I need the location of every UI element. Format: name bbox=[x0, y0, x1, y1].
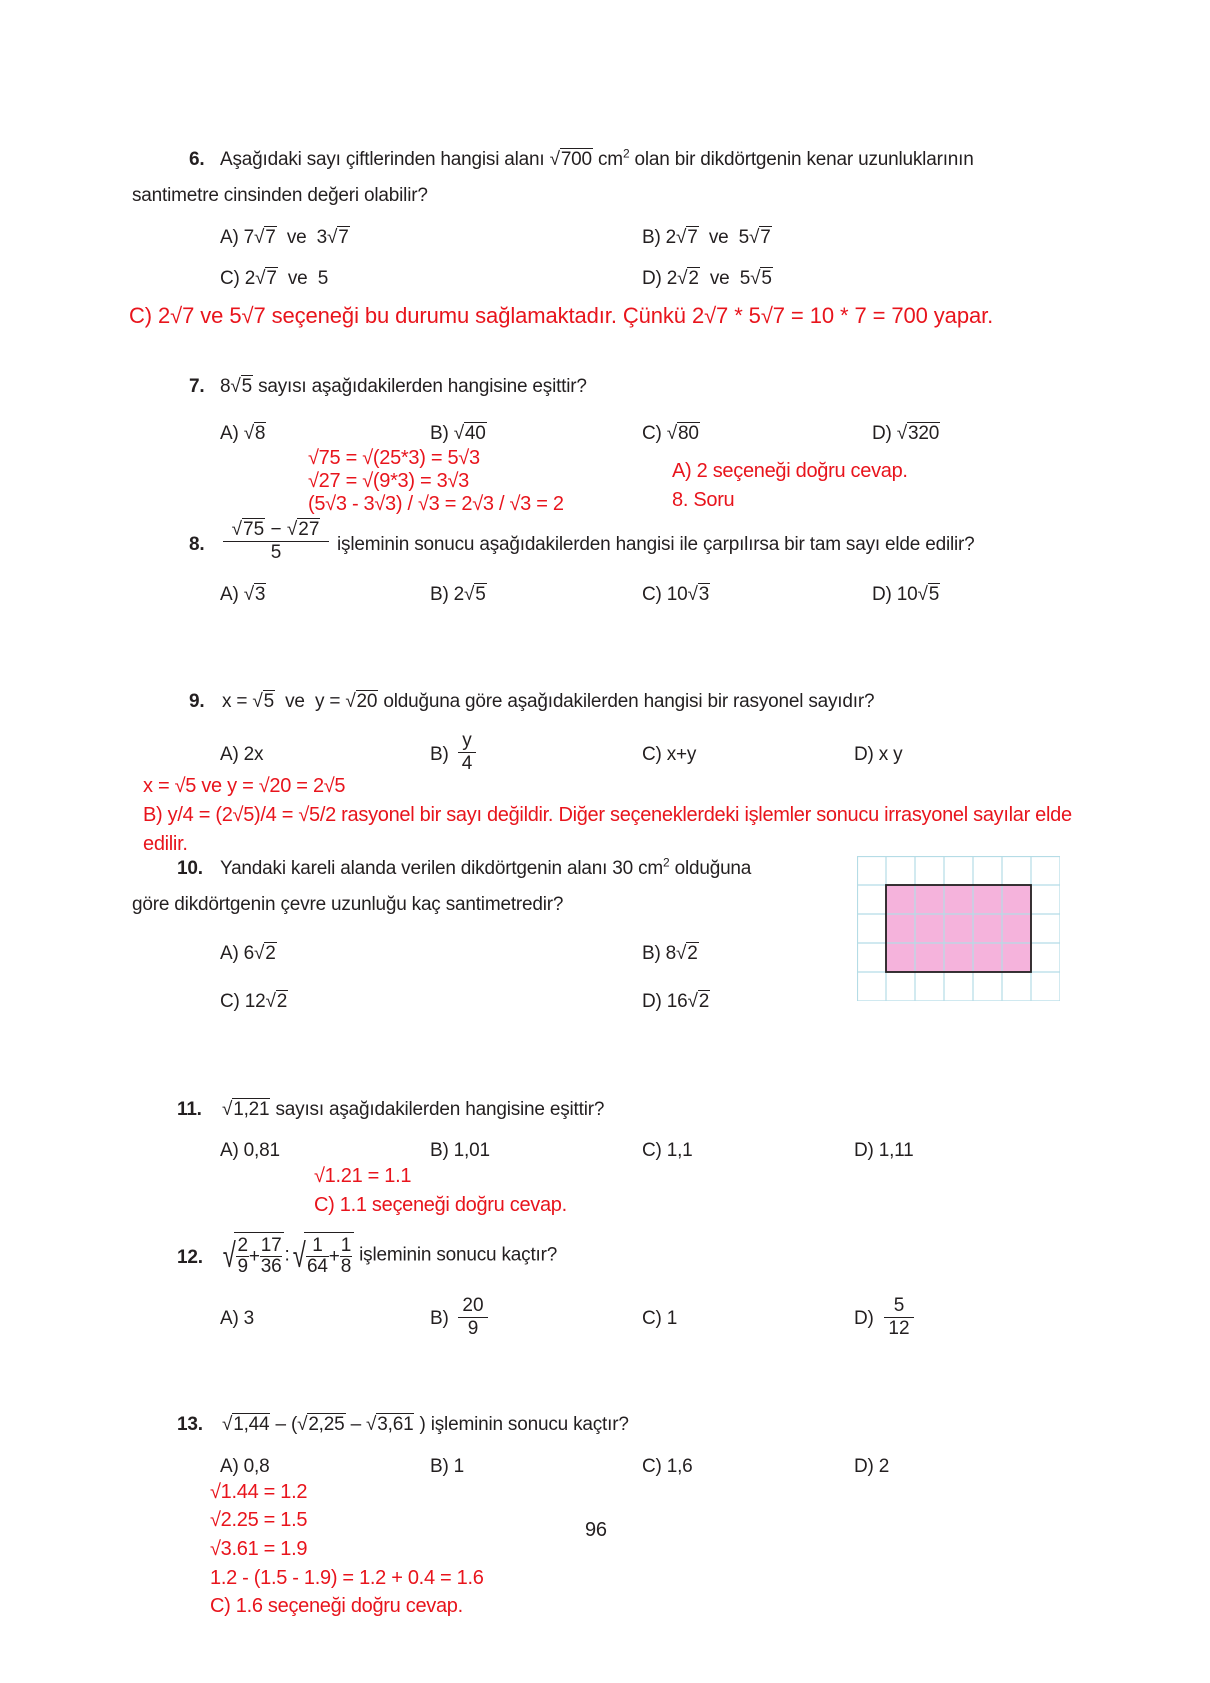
radical-icon: √ bbox=[687, 991, 698, 1012]
q8-text: işleminin sonucu aşağıdakilerden hangisi ile çarpılırsa bir tam sayı elde edilir? bbox=[337, 534, 975, 555]
q7-option-d: D) √320 bbox=[872, 423, 940, 444]
radicand: 40 bbox=[464, 423, 486, 444]
q7-option-a: A) √8 bbox=[220, 423, 266, 444]
q8-option-a: A) √3 bbox=[220, 584, 266, 605]
q12-divide: : bbox=[284, 1244, 290, 1266]
q7-text: 8√5 sayısı aşağıdakilerden hangisine eşittir? bbox=[220, 376, 587, 397]
q13-annotation-4: 1.2 - (1.5 - 1.9) = 1.2 + 0.4 = 1.6 bbox=[210, 1567, 484, 1589]
radicand: 5 bbox=[475, 584, 486, 605]
radical-icon: √ bbox=[297, 1414, 308, 1435]
q12-option-d-fraction bbox=[884, 1295, 914, 1340]
radical-icon: √ bbox=[222, 1099, 233, 1120]
q11-annotation-1: √1.21 = 1.1 bbox=[314, 1165, 412, 1187]
radical-icon: √ bbox=[917, 584, 928, 605]
q12-radicand-2 bbox=[304, 1232, 354, 1279]
radicand: 1,44 bbox=[233, 1414, 270, 1435]
q6-annotation: C) 2√7 ve 5√7 seçeneği bu durumu sağlamaktadır. Çünkü 2√7 * 5√7 = 10 * 7 = 700 yapar. bbox=[129, 303, 994, 328]
q12-text: işleminin sonucu kaçtır? bbox=[359, 1244, 558, 1266]
q12-plus-1: + bbox=[248, 1246, 260, 1267]
radical-icon: √ bbox=[243, 584, 254, 605]
q12-option-d-den: 12 bbox=[888, 1318, 910, 1339]
q13-option-c: C) 1,6 bbox=[642, 1456, 693, 1477]
q6-text-line1 bbox=[220, 146, 974, 171]
radicand: 2,25 bbox=[308, 1414, 345, 1435]
radical-icon: √ bbox=[750, 268, 761, 289]
radicand: 75 bbox=[243, 519, 265, 540]
q6-text-a: Aşağıdaki sayı çiftlerinden hangisi alanı bbox=[220, 149, 550, 170]
q10-text-line2: göre dikdörtgenin çevre uzunluğu kaç santimetredir? bbox=[132, 894, 564, 915]
radicand: 2 bbox=[688, 268, 699, 289]
q9-option-a: A) 2x bbox=[220, 744, 264, 765]
q6-option-b: B) 2√7 ve 5√7 bbox=[642, 227, 771, 248]
radicand: 27 bbox=[298, 519, 320, 540]
q8-annotation-3: (5√3 - 3√3) / √3 = 2√3 / √3 = 2 bbox=[308, 493, 564, 515]
radicand: 3 bbox=[698, 584, 710, 605]
q12-option-b-label: B) bbox=[430, 1308, 449, 1329]
radicand: 8 bbox=[254, 423, 266, 444]
q6-text-line2: santimetre cinsinden değeri olabilir? bbox=[132, 185, 428, 206]
q8-denominator: 5 bbox=[270, 542, 282, 563]
q12-f3-num: 1 bbox=[306, 1236, 329, 1257]
radical-icon: √ bbox=[453, 423, 464, 444]
radical-icon: √ bbox=[549, 149, 560, 170]
q8-option-b: B) 2√5 bbox=[430, 584, 486, 605]
radicand: 5 bbox=[241, 376, 252, 397]
q6-text-b: olan bir dikdörtgenin kenar uzunluklarının bbox=[629, 149, 974, 170]
q9-number: 9. bbox=[189, 691, 205, 712]
q9-option-d: D) x y bbox=[854, 744, 903, 765]
radicand: 7 bbox=[338, 227, 349, 248]
q6-sup: 2 bbox=[622, 146, 630, 161]
q11-annotation-2: C) 1.1 seçeneği doğru cevap. bbox=[314, 1194, 567, 1216]
radicand: 80 bbox=[677, 423, 699, 444]
q13-option-a: A) 0,8 bbox=[220, 1456, 270, 1477]
radical-icon: √ bbox=[231, 519, 243, 540]
radical-icon: √ bbox=[666, 423, 677, 444]
q13-annotation-5: C) 1.6 seçeneği doğru cevap. bbox=[210, 1595, 463, 1617]
q12-f2-num: 17 bbox=[260, 1235, 282, 1257]
radicand: 7 bbox=[687, 227, 698, 248]
q7-annotation-answer: A) 2 seçeneği doğru cevap. bbox=[672, 460, 908, 482]
radicand: 2 bbox=[698, 991, 710, 1012]
q10-option-d: D) 16√2 bbox=[642, 991, 710, 1012]
radicand: 5 bbox=[928, 584, 940, 605]
radical-icon: √ bbox=[749, 227, 760, 248]
q8-numerator: √75 − √27 bbox=[223, 519, 329, 542]
q13-number: 13. bbox=[177, 1414, 203, 1435]
q7-option-b: B) √40 bbox=[430, 423, 486, 444]
q6-radical bbox=[550, 148, 593, 170]
radical-icon: √ bbox=[254, 227, 265, 248]
radicand: 320 bbox=[907, 423, 940, 444]
q12-option-b-den: 9 bbox=[467, 1318, 479, 1339]
radical-icon: √ bbox=[345, 691, 356, 712]
q8-option-c: C) 10√3 bbox=[642, 584, 710, 605]
q12-f4-num: 1 bbox=[340, 1235, 352, 1257]
radicand: 5 bbox=[263, 691, 274, 712]
q10-option-b: B) 8√2 bbox=[642, 943, 698, 964]
radical-icon: √ bbox=[255, 268, 266, 289]
q10-text-a: Yandaki kareli alanda verilen dikdörtgenin alanı 30 cm bbox=[220, 858, 664, 879]
q12-number: 12. bbox=[177, 1247, 203, 1268]
radical-icon: √ bbox=[286, 519, 298, 540]
q12-radicand-1 bbox=[234, 1232, 284, 1279]
q9-annotation-3: edilir. bbox=[143, 833, 188, 855]
q12-f1-num: 2 bbox=[237, 1235, 248, 1257]
q8-annotation-1: √75 = √(25*3) = 5√3 bbox=[308, 447, 480, 469]
radicand: 2 bbox=[276, 991, 288, 1012]
q13-annotation-1: √1.44 = 1.2 bbox=[210, 1481, 308, 1503]
q6-option-d: D) 2√2 ve 5√5 bbox=[642, 268, 772, 289]
q8-fraction bbox=[223, 519, 329, 564]
radical-icon: √ bbox=[464, 584, 475, 605]
radical-icon: √ bbox=[252, 691, 263, 712]
q9-annotation-1: x = √5 ve y = √20 = 2√5 bbox=[143, 775, 346, 797]
radicand: 1,21 bbox=[233, 1099, 270, 1120]
q6-number: 6. bbox=[189, 149, 205, 170]
q13-text: √1,44 – (√2,25 – √3,61 ) işleminin sonucu kaçtır? bbox=[222, 1414, 629, 1435]
q6-unit: cm bbox=[592, 149, 623, 170]
radicand: 5 bbox=[761, 268, 772, 289]
radical-icon: √ bbox=[677, 268, 688, 289]
q9-option-b-num: y bbox=[458, 730, 476, 753]
q11-text: √1,21 sayısı aşağıdakilerden hangisine eşittir? bbox=[222, 1099, 605, 1120]
q11-option-d: D) 1,11 bbox=[854, 1140, 914, 1161]
radical-icon: √ bbox=[265, 991, 276, 1012]
q10-text-line1 bbox=[220, 855, 752, 880]
q13-option-b: B) 1 bbox=[430, 1456, 465, 1477]
q11-option-a: A) 0,81 bbox=[220, 1140, 280, 1161]
q12-expression bbox=[220, 1232, 557, 1279]
q12-radical-2-icon: √ bbox=[292, 1236, 306, 1275]
radical-icon: √ bbox=[676, 227, 687, 248]
q12-f4-den: 8 bbox=[340, 1256, 352, 1278]
q12-option-b-fraction bbox=[458, 1295, 488, 1340]
page-number: 96 bbox=[585, 1519, 607, 1541]
q10-option-c: C) 12√2 bbox=[220, 991, 288, 1012]
radical-icon: √ bbox=[327, 227, 338, 248]
q12-option-d-num: 5 bbox=[884, 1295, 914, 1318]
q8-annotation-2: √27 = √(9*3) = 3√3 bbox=[308, 470, 469, 492]
q6-option-a: A) 7√7 ve 3√7 bbox=[220, 227, 349, 248]
q7-annotation-next: 8. Soru bbox=[672, 489, 735, 511]
q11-option-c: C) 1,1 bbox=[642, 1140, 693, 1161]
radical-icon: √ bbox=[896, 423, 907, 444]
q12-option-d-label: D) bbox=[854, 1308, 874, 1329]
radical-icon: √ bbox=[366, 1414, 377, 1435]
radical-icon: √ bbox=[687, 584, 698, 605]
q9-option-b-den: 4 bbox=[461, 753, 473, 774]
q12-option-a: A) 3 bbox=[220, 1308, 255, 1329]
radical-icon: √ bbox=[222, 1414, 233, 1435]
q9-option-c: C) x+y bbox=[642, 744, 697, 765]
radical-icon: √ bbox=[676, 943, 687, 964]
radicand: 7 bbox=[760, 227, 771, 248]
q12-f2-den: 36 bbox=[260, 1256, 282, 1278]
q9-annotation-2: B) y/4 = (2√5)/4 = √5/2 rasyonel bir sayı değildir. Diğer seçeneklerdeki işlemler sonucu irrasyonel sayılar elde bbox=[143, 804, 1072, 826]
radicand: 700 bbox=[560, 149, 592, 170]
radical-icon: √ bbox=[243, 423, 254, 444]
q13-annotation-3: √3.61 = 1.9 bbox=[210, 1538, 308, 1560]
q9-option-b-label: B) bbox=[430, 744, 449, 765]
q12-f1-den: 9 bbox=[237, 1256, 248, 1278]
q12-option-c: C) 1 bbox=[642, 1308, 678, 1329]
q13-annotation-2: √2.25 = 1.5 bbox=[210, 1509, 308, 1531]
q10-text-b: olduğuna bbox=[669, 858, 752, 879]
radicand: 7 bbox=[266, 268, 277, 289]
radicand: 20 bbox=[356, 691, 378, 712]
q12-plus-2: + bbox=[328, 1246, 340, 1267]
radicand: 3 bbox=[254, 584, 266, 605]
radical-icon: √ bbox=[230, 376, 241, 397]
q12-f3-den: 64 bbox=[307, 1256, 328, 1278]
q13-option-d: D) 2 bbox=[854, 1456, 890, 1477]
q10-option-a: A) 6√2 bbox=[220, 943, 276, 964]
q10-grid-figure bbox=[857, 856, 1060, 1001]
pink-rectangle-fill bbox=[886, 885, 1031, 972]
q10-sup: 2 bbox=[663, 855, 670, 870]
q7-option-c: C) √80 bbox=[642, 423, 699, 444]
q7-number: 7. bbox=[189, 376, 205, 397]
radicand: 2 bbox=[265, 943, 276, 964]
radical-icon: √ bbox=[254, 943, 265, 964]
q8-number: 8. bbox=[189, 534, 205, 555]
q9-option-b-fraction bbox=[458, 730, 476, 775]
q12-option-b-num: 20 bbox=[458, 1295, 488, 1318]
q12-radical-1-icon: √ bbox=[222, 1236, 236, 1275]
radicand: 7 bbox=[265, 227, 276, 248]
q8-option-d: D) 10√5 bbox=[872, 584, 940, 605]
q6-option-c: C) 2√7 ve 5 bbox=[220, 268, 329, 289]
q11-number: 11. bbox=[177, 1099, 202, 1120]
radicand: 2 bbox=[687, 943, 698, 964]
q9-text: x = √5 ve y = √20 olduğuna göre aşağıdakilerden hangisi bir rasyonel sayıdır? bbox=[222, 691, 875, 712]
radicand: 3,61 bbox=[377, 1414, 414, 1435]
q11-option-b: B) 1,01 bbox=[430, 1140, 490, 1161]
q10-number: 10. bbox=[177, 858, 203, 879]
